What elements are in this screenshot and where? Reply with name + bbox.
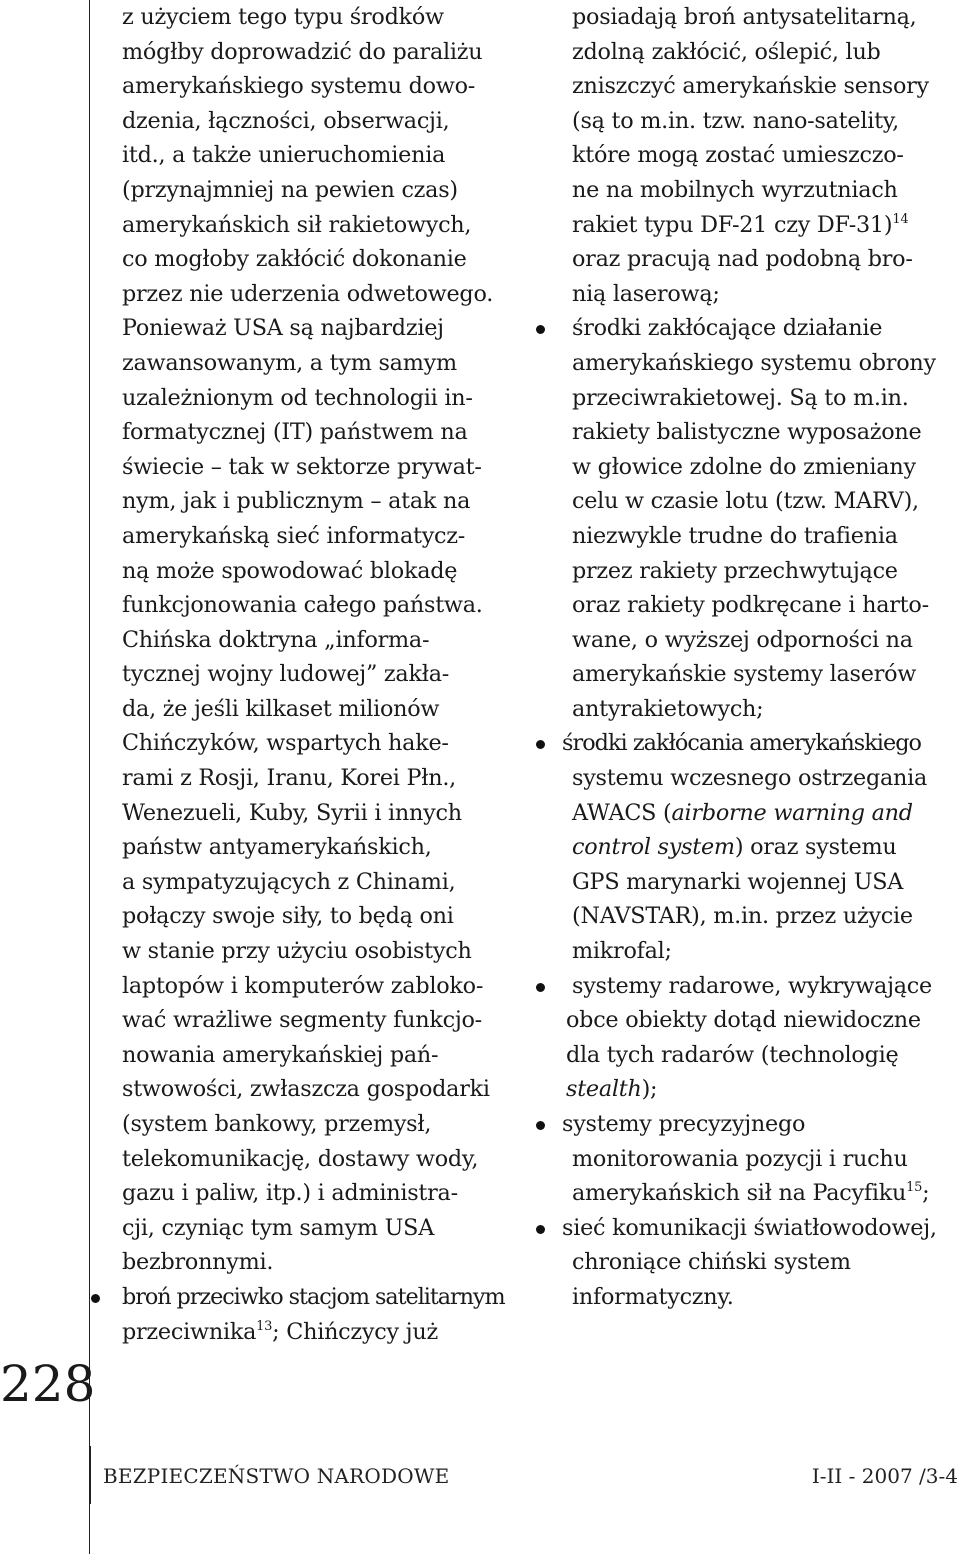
text-line: chroniące chiński system bbox=[572, 1249, 851, 1276]
text-line: Chińczyków, wspartych hake- bbox=[122, 730, 449, 757]
text-line: (NAVSTAR), m.in. przez użycie bbox=[572, 903, 913, 930]
bullet-dot bbox=[536, 983, 545, 992]
text-line: sieć komunikacji światłowodowej, bbox=[562, 1214, 937, 1241]
left-column bbox=[122, 0, 522, 1349]
text-line: amerykańską sieć informatycz- bbox=[122, 522, 466, 549]
bullet-radar bbox=[562, 969, 960, 1107]
text-line: formatycznej (IT) państwem na bbox=[122, 419, 468, 446]
text-line: co mogłoby zakłócić dokonanie bbox=[122, 246, 467, 273]
text-line: Chińska doktryna „informa- bbox=[122, 626, 430, 653]
text-line: tycznej wojny ludowej” zakła- bbox=[122, 661, 450, 688]
text-line: zdolną zakłócić, oślepić, lub bbox=[572, 38, 881, 65]
text-line: oraz rakiety podkręcane i harto- bbox=[572, 592, 929, 619]
text-line: środki zakłócania amerykańskiego bbox=[562, 730, 922, 757]
text-line: nym, jak i publicznym – atak na bbox=[122, 488, 471, 515]
text-line: przez rakiety przechwytujące bbox=[572, 557, 898, 584]
text-line: państw antyamerykańskich, bbox=[122, 834, 432, 861]
text-line: broń przeciwko stacjom satelitarnym bbox=[122, 1283, 505, 1310]
footer-rule bbox=[89, 1446, 91, 1504]
bullet-dot bbox=[536, 325, 545, 334]
text-line: itd., a także unieruchomienia bbox=[122, 142, 446, 169]
text-line: świecie – tak w sektorze prywat- bbox=[122, 453, 482, 480]
text-line: a sympatyzujących z Chinami, bbox=[122, 868, 456, 895]
text-line: wać wrażliwe segmenty funkcjo- bbox=[122, 1007, 482, 1034]
text-line: przez nie uderzenia odwetowego. bbox=[122, 280, 494, 307]
text-line: zawansowanym, a tym samym bbox=[122, 349, 457, 376]
text-line: amerykańskich sił na Pacyfiku$^{15}$; bbox=[572, 1180, 930, 1207]
footnote-ref[interactable]: 14 bbox=[892, 211, 909, 227]
text-line: informatyczny. bbox=[572, 1283, 734, 1310]
text-line: obce obiekty dotąd niewidoczne bbox=[566, 1007, 921, 1034]
text-line: które mogą zostać umieszczo- bbox=[572, 142, 904, 169]
text-line: mógłby doprowadzić do paraliżu bbox=[122, 38, 483, 65]
bullet-dot bbox=[536, 1121, 545, 1130]
text-line: telekomunikację, dostawy wody, bbox=[122, 1145, 479, 1172]
bullet-fiber-network bbox=[562, 1211, 960, 1315]
bullet-dot bbox=[91, 1294, 100, 1303]
journal-title: BEZPIECZEŃSTWO NARODOWE bbox=[103, 1464, 450, 1488]
text-line: nowania amerykańskiej pań- bbox=[122, 1041, 439, 1068]
text-line: amerykańskiego systemu obrony bbox=[572, 349, 936, 376]
bullet-missile-defense bbox=[562, 311, 960, 726]
text-line: stwowości, zwłaszcza gospodarki bbox=[122, 1076, 490, 1103]
text-line: ną może spowodować blokadę bbox=[122, 557, 458, 584]
right-column bbox=[562, 0, 960, 1315]
issue-number: I-II - 2007 /3-4 bbox=[811, 1464, 958, 1488]
text-line: w głowice zdolne do zmieniany bbox=[572, 453, 916, 480]
text-line: w stanie przy użyciu osobistych bbox=[122, 938, 472, 965]
text-line: Ponieważ USA są najbardziej bbox=[122, 315, 444, 342]
text-line: przeciwrakietowej. Są to m.in. bbox=[572, 384, 909, 411]
text-line: cji, czyniąc tym samym USA bbox=[122, 1214, 435, 1241]
text-line: Wenezueli, Kuby, Syrii i innych bbox=[122, 799, 462, 826]
text-line: systemu wczesnego ostrzegania bbox=[572, 765, 928, 792]
footnote-ref[interactable]: 15 bbox=[906, 1180, 923, 1196]
bullet-monitoring bbox=[562, 1107, 960, 1211]
bullet-awacs bbox=[562, 726, 960, 968]
bullet-dot bbox=[536, 1225, 545, 1234]
text-line: środki zakłócające działanie bbox=[572, 315, 883, 342]
text-line: uzależnionym od technologii in- bbox=[122, 384, 473, 411]
text-line: GPS marynarki wojennej USA bbox=[572, 868, 904, 895]
text-line: funkcjonowania całego państwa. bbox=[122, 592, 483, 619]
text-line: przeciwnika$^{13}$; Chińczycy już bbox=[122, 1318, 438, 1345]
text-line: mikrofal; bbox=[572, 938, 672, 965]
text-line: zniszczyć amerykańskie sensory bbox=[572, 73, 929, 100]
text-line: AWACS (airborne warning and bbox=[572, 799, 913, 826]
text-line: wane, o wyższej odporności na bbox=[572, 626, 913, 653]
text-line: oraz pracują nad podobną bro- bbox=[572, 246, 913, 273]
text-line: monitorowania pozycji i ruchu bbox=[572, 1145, 908, 1172]
text-line: laptopów i komputerów zabloko- bbox=[122, 972, 484, 999]
text-line: posiadają broń antysatelitarną, bbox=[572, 4, 917, 30]
text-line: bezbronnymi. bbox=[122, 1249, 274, 1276]
text-line: niezwykle trudne do trafienia bbox=[572, 522, 898, 549]
text-line: stealth); bbox=[566, 1076, 658, 1103]
text-line: rami z Rosji, Iranu, Korei Płn., bbox=[122, 765, 456, 792]
bullet-dot bbox=[536, 740, 545, 749]
text-line: z użyciem tego typu środków bbox=[122, 4, 444, 30]
text-line: nią laserową; bbox=[572, 280, 720, 307]
text-line: systemy precyzyjnego bbox=[562, 1111, 806, 1137]
bullet-anti-satellite bbox=[122, 1280, 522, 1349]
text-line: systemy radarowe, wykrywające bbox=[572, 972, 932, 999]
text-line: amerykańskiego systemu dowo- bbox=[122, 73, 476, 100]
continuation-text bbox=[562, 0, 960, 311]
text-line: ne na mobilnych wyrzutniach bbox=[572, 176, 898, 203]
text-line: da, że jeśli kilkaset milionów bbox=[122, 695, 440, 722]
left-paragraph bbox=[122, 0, 522, 1280]
text-line: celu w czasie lotu (tzw. MARV), bbox=[572, 488, 919, 515]
text-line: (są to m.in. tzw. nano-satelity, bbox=[572, 107, 900, 134]
text-line: rakiet typu DF-21 czy DF-31)$^{14}$ bbox=[572, 211, 909, 238]
text-line: gazu i paliw, itp.) i administra- bbox=[122, 1180, 458, 1207]
text-line: amerykańskie systemy laserów bbox=[572, 661, 917, 688]
text-line: control system) oraz systemu bbox=[572, 834, 897, 861]
text-line: amerykańskich sił rakietowych, bbox=[122, 211, 472, 238]
text-line: połączy swoje siły, to będą oni bbox=[122, 903, 454, 930]
margin-rule bbox=[89, 0, 90, 1554]
text-line: (system bankowy, przemysł, bbox=[122, 1111, 432, 1137]
text-line: dla tych radarów (technologię bbox=[566, 1041, 899, 1068]
footnote-ref[interactable]: 13 bbox=[256, 1318, 273, 1334]
text-line: dzenia, łączności, obserwacji, bbox=[122, 107, 450, 134]
text-line: rakiety balistyczne wyposażone bbox=[572, 419, 922, 446]
text-line: (przynajmniej na pewien czas) bbox=[122, 176, 458, 203]
text-line: antyrakietowych; bbox=[572, 695, 764, 722]
page-number: 228 bbox=[0, 1355, 96, 1413]
